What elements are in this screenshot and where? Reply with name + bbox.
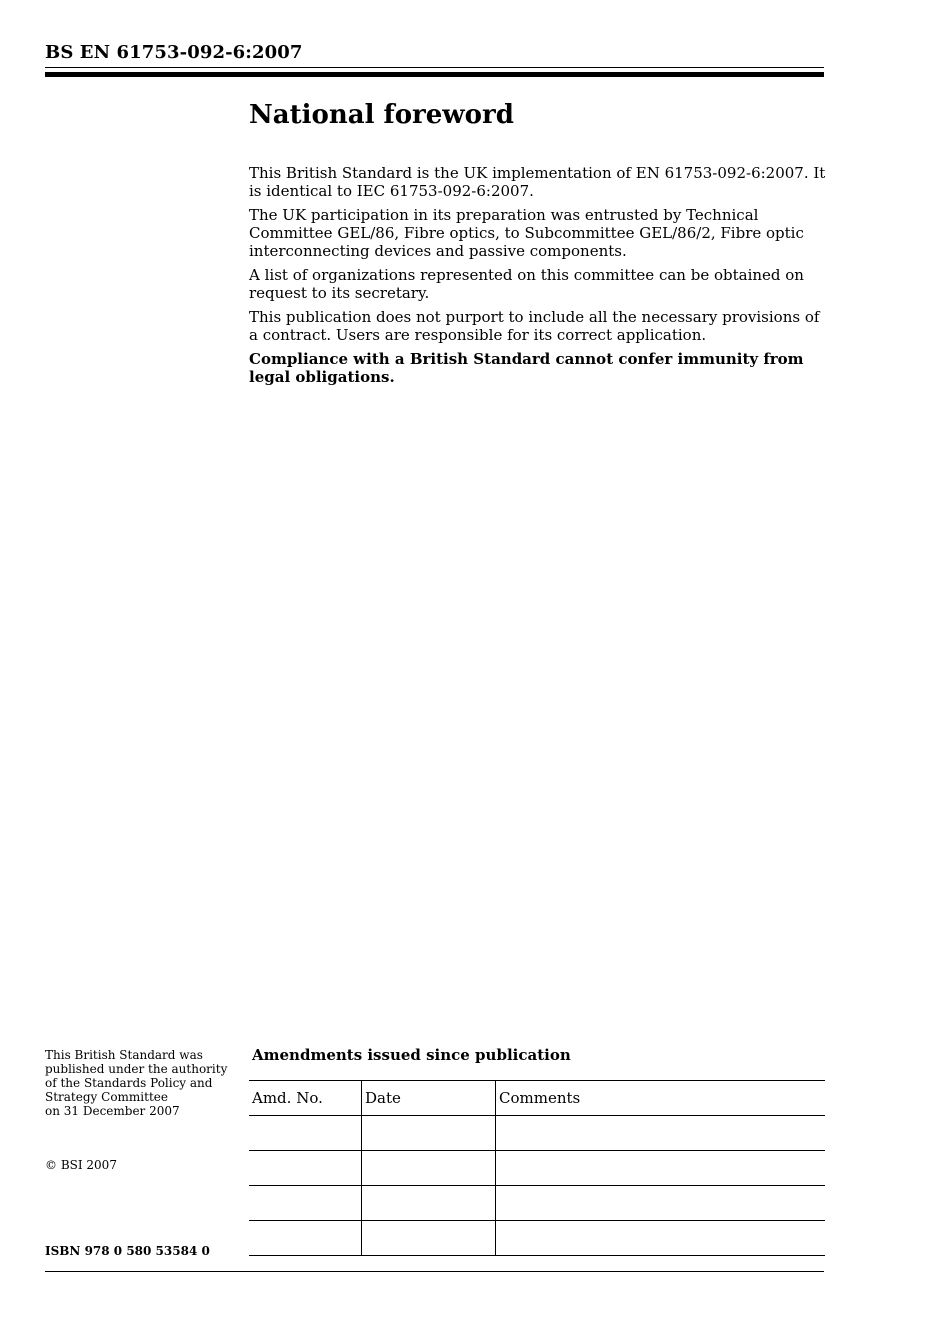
header-rule-thin — [45, 67, 824, 68]
foreword-paragraph: This publication does not purport to include all the necessary provisions of a contract. Users are responsible for its correct application. — [249, 308, 820, 344]
table-row — [249, 1151, 825, 1186]
foreword-paragraph: The UK participation in its preparation was entrusted by Technical Committee GEL/86, Fibre optics, to Subcommittee GEL/86/2, Fibre optic interconnecting devices and passive components. — [249, 206, 804, 260]
table-header-row — [249, 1081, 825, 1116]
publication-line: Strategy Committee — [45, 1090, 168, 1104]
table-cell — [362, 1116, 496, 1151]
publication-authority-note — [45, 1048, 240, 1118]
publication-line: on 31 December 2007 — [45, 1104, 180, 1118]
table-row — [249, 1186, 825, 1221]
publication-line: of the Standards Policy and — [45, 1076, 213, 1090]
amendments-table — [249, 1080, 825, 1256]
compliance-note: Compliance with a British Standard cannot confer immunity from legal obligations. — [249, 350, 804, 386]
isbn: ISBN 978 0 580 53584 0 — [45, 1244, 210, 1258]
table-cell — [362, 1151, 496, 1186]
header-rule-thick — [45, 72, 824, 77]
foreword-paragraph: A list of organizations represented on this committee can be obtained on request to its secretary. — [249, 266, 804, 302]
table-cell — [249, 1221, 362, 1256]
foreword-body — [249, 164, 827, 392]
column-header-comments: Comments — [496, 1081, 826, 1116]
table-cell — [249, 1116, 362, 1151]
table-cell — [362, 1221, 496, 1256]
foreword-paragraph: This British Standard is the UK implementation of EN 61753-092-6:2007. It is identical to IEC 61753-092-6:2007. — [249, 164, 826, 200]
column-header-amd-no: Amd. No. — [249, 1081, 362, 1116]
table-cell — [496, 1221, 826, 1256]
table-cell — [249, 1186, 362, 1221]
table-row — [249, 1221, 825, 1256]
page-title: National foreword — [249, 100, 514, 130]
publication-line: This British Standard was — [45, 1048, 203, 1062]
table-cell — [496, 1186, 826, 1221]
table-row — [249, 1116, 825, 1151]
publication-line: published under the authority — [45, 1062, 228, 1076]
table-cell — [496, 1151, 826, 1186]
column-header-date: Date — [362, 1081, 496, 1116]
amendments-title: Amendments issued since publication — [252, 1046, 571, 1064]
document-id: BS EN 61753-092-6:2007 — [45, 42, 303, 63]
table-cell — [249, 1151, 362, 1186]
table-cell — [362, 1186, 496, 1221]
table-cell — [496, 1116, 826, 1151]
footer-rule — [45, 1271, 824, 1272]
copyright-notice: © BSI 2007 — [45, 1158, 117, 1172]
